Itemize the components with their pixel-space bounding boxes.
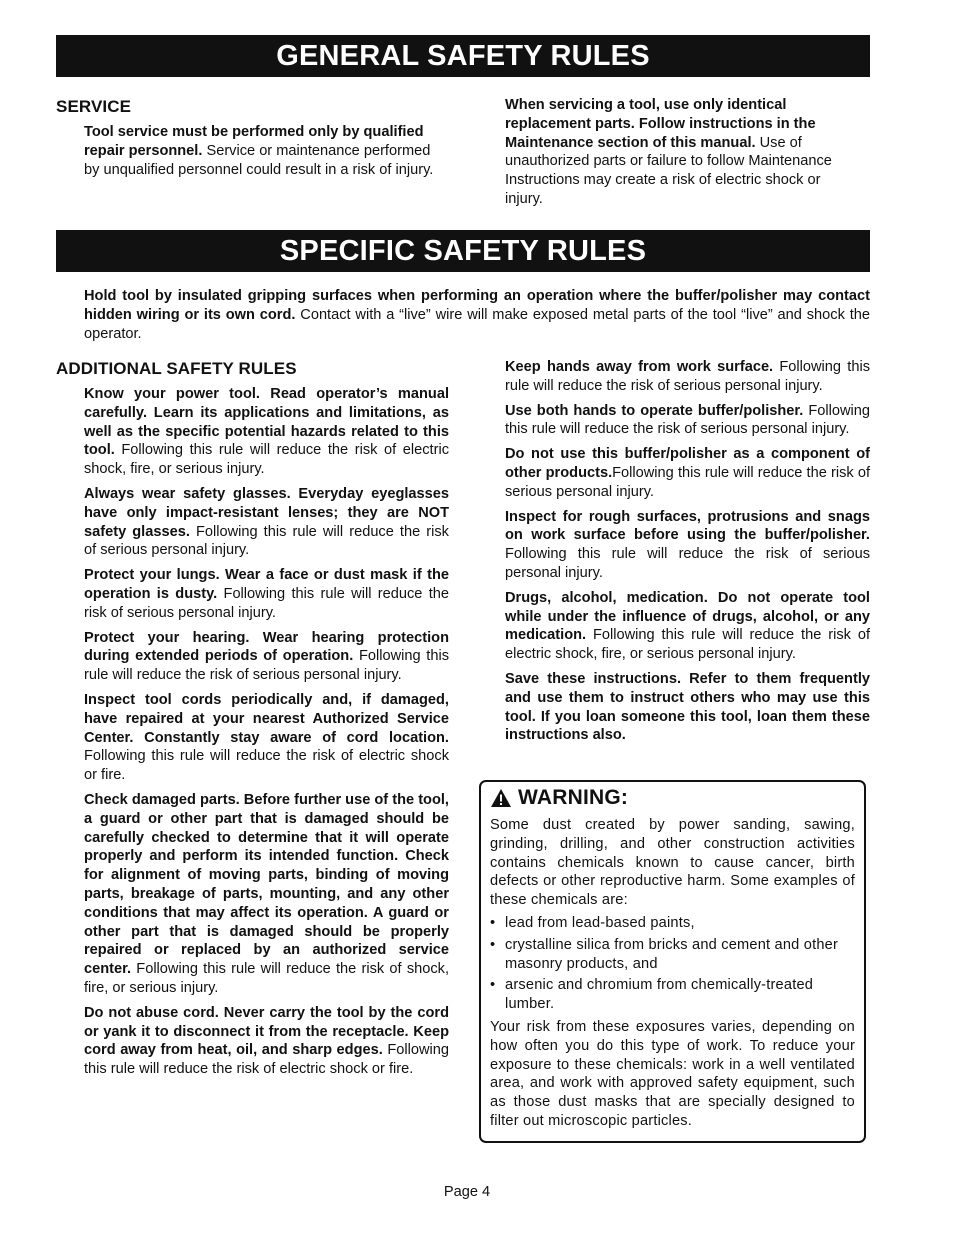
service-paragraph-1 [84, 123, 448, 179]
rule-left-6 [84, 791, 449, 998]
rule-bold: Know your power tool. Read operator’s manual carefully. Learn its applications and limitations, as well as the specific potential hazards related to this tool. [84, 386, 449, 459]
warning-title: WARNING: [518, 785, 629, 809]
service-p2-bold: When servicing a tool, use only identical replacement parts. Follow instructions in the Maintenance section of this manual. [505, 97, 816, 151]
specific-safety-rules-banner: SPECIFIC SAFETY RULES [56, 230, 870, 272]
rule-right-5 [505, 589, 870, 664]
rule-left-2 [84, 485, 449, 560]
warning-intro: Some dust created by power sanding, sawing, grinding, drilling, and other construction activities contains chemicals known to cause cancer, birth defects or other reproductive harm. Some examples of these chemicals are: [490, 817, 855, 909]
rule-left-7 [84, 1004, 449, 1079]
warning-header [490, 784, 855, 812]
service-paragraph-2 [505, 96, 857, 209]
intro-text: Contact with a “live” wire will make exposed metal parts of the tool “live” and shock the operator. [84, 306, 870, 342]
rule-bold: Keep hands away from work surface. [505, 359, 774, 375]
rule-right-1 [505, 358, 870, 396]
intro-bold: Hold tool by insulated gripping surfaces when performing an operation where the buffer/polisher may contact hidden wiring or its own cord. [84, 288, 870, 323]
warning-bullet [490, 976, 855, 1014]
service-left-column [84, 123, 448, 185]
rule-bold: Do not abuse cord. Never carry the tool by the cord or yank it to disconnect it from the receptacle. Keep cord away from heat, oil, and sharp edges. [84, 1004, 449, 1059]
rule-text: Following this rule will reduce the risk of electric shock, fire, or serious injury. [84, 442, 449, 478]
rule-right-4 [505, 508, 870, 583]
rule-bold: Protect your lungs. Wear a face or dust mask if the operation is dusty. [84, 567, 449, 602]
rule-text: Following this rule will reduce the risk of electric shock, fire, or serious personal injury. [505, 627, 870, 663]
rule-bold: Check damaged parts. Before further use of the tool, a guard or other part that is damaged should be carefully checked to determine that it will operate properly and perform its intended function. Check for alignment of moving parts, binding of moving parts, breakage of parts, mounting, and any other conditions that may affect its operation. A guard or other part that is damaged should be properly repaired or replaced by an authorized service center. [84, 791, 449, 978]
warning-bullet-text: crystalline silica from bricks and cement and other masonry products, and [505, 936, 839, 972]
rule-text: Following this rule will reduce the risk of serious personal injury. [505, 402, 871, 438]
warning-bullet-text: arsenic and chromium from chemically-treated lumber. [505, 977, 814, 1013]
rule-right-2 [505, 402, 870, 440]
rule-left-3 [84, 566, 449, 622]
general-safety-rules-banner: GENERAL SAFETY RULES [56, 35, 870, 77]
rule-text: Following this rule will reduce the risk of serious personal injury. [84, 585, 449, 621]
warning-triangle-icon [490, 788, 512, 808]
rule-bold: Drugs, alcohol, medication. Do not operate tool while under the influence of drugs, alcohol, or any medication. [505, 589, 870, 644]
rule-text: Following this rule will reduce the risk of serious personal injury. [505, 359, 870, 394]
rule-left-1 [84, 385, 449, 479]
rule-text: Following this rule will reduce the risk of electric shock or fire. [84, 1042, 449, 1078]
bullet-icon: • [490, 936, 496, 953]
additional-safety-rules-heading: ADDITIONAL SAFETY RULES [56, 359, 297, 378]
rule-text: Following this rule will reduce the risk of electric shock or fire. [84, 748, 449, 784]
warning-bullet-text: lead from lead-based paints, [505, 914, 695, 931]
rule-text: Following this rule will reduce the risk of serious personal injury. [505, 464, 870, 500]
rule-text: Following this rule will reduce the risk of serious personal injury. [84, 648, 450, 684]
intro-paragraph-block [84, 287, 870, 349]
service-p1-bold: Tool service must be performed only by qualified repair personnel. [84, 124, 424, 159]
intro-paragraph [84, 287, 870, 343]
rules-right-column [505, 358, 870, 751]
bullet-icon: • [490, 977, 496, 994]
rules-left-column [84, 385, 449, 1085]
service-p1-text: Service or maintenance performed by unqualified personnel could result in a risk of injury. [84, 142, 434, 178]
rule-bold: Protect your hearing. Wear hearing protection during extended periods of operation. [84, 629, 449, 665]
rule-left-4 [84, 629, 449, 685]
service-heading: SERVICE [56, 97, 132, 116]
page-number: Page 4 [443, 1184, 491, 1200]
rule-text: Following this rule will reduce the risk of serious personal injury. [505, 546, 870, 581]
rule-bold: Inspect for rough surfaces, protrusions and snags on work surface before using the buffer/polisher. [505, 508, 870, 544]
rule-bold: Save these instructions. Refer to them frequently and use them to instruct others who may use this tool. If you loan someone this tool, loan them these instructions also. [505, 670, 870, 744]
rule-text: Following this rule will reduce the risk of serious personal injury. [84, 523, 449, 559]
service-p2-text: Use of unauthorized parts or failure to follow Maintenance Instructions may create a risk of electric shock or injury. [505, 134, 832, 207]
warning-outro: Your risk from these exposures varies, depending on how often you do this type of work. To reduce your exposure to these chemicals: work in a well ventilated area, and work with approved safety equipment, such as those dust masks that are specially designed to filter out microscopic particles. [490, 1018, 855, 1129]
rule-bold: Inspect tool cords periodically and, if damaged, have repaired at your nearest Authorized Service Center. Constantly stay aware of cord location. [84, 691, 449, 746]
bullet-icon: • [490, 914, 496, 931]
rule-bold: Do not use this buffer/polisher as a component of other products. [505, 446, 870, 481]
warning-bullet [490, 936, 855, 974]
rule-left-5 [84, 691, 449, 785]
rule-text: Following this rule will reduce the risk of shock, fire, or serious injury. [84, 961, 449, 996]
warning-bullet [490, 914, 855, 933]
rule-bold: Always wear safety glasses. Everyday eyeglasses have only impact-resistant lenses; they are NOT safety glasses. [84, 485, 449, 540]
service-right-column [505, 96, 857, 215]
rule-right-6 [505, 670, 870, 745]
rule-right-3 [505, 445, 870, 501]
warning-box [479, 780, 866, 1143]
rule-bold: Use both hands to operate buffer/polisher. [505, 402, 804, 419]
